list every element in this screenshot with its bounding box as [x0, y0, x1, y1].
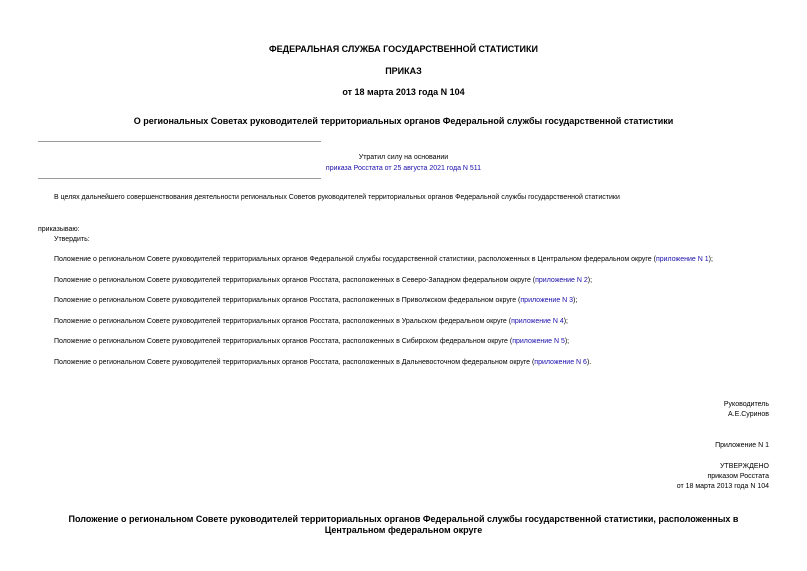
list-item-text: Положение о региональном Совете руководителей территориальных органов Федеральной службы государственной статистики, расположенных в Центральном федеральном округе (: [54, 256, 656, 263]
appendix-approved: УТВЕРЖДЕНО: [719, 463, 769, 470]
list-item-text: Положение о региональном Совете руководителей территориальных органов Росстата, расположенных в Сибирском федеральном округе (: [54, 338, 513, 345]
doc-title: О региональных Советах руководителей территориальных органов Федеральной службы государственной статистики: [133, 116, 674, 126]
appendix-link-3[interactable]: приложение N 3: [520, 297, 574, 304]
appendix-title: Положение о региональном Совете руководителей территориальных органов Федеральной службы государственной статистики, расположенных в Центральном федеральном округе: [68, 514, 739, 535]
appendix-link-2[interactable]: приложение N 2: [535, 277, 588, 284]
appendix-link-5[interactable]: приложение N 5: [512, 338, 565, 345]
appendix-date: от 18 марта 2013 года N 104: [676, 483, 769, 490]
divider-bottom: [38, 178, 321, 179]
appendix-by-order: приказом Росстата: [707, 473, 769, 480]
repeal-order-link[interactable]: приказа Росстата от 25 августа 2021 года N 511: [325, 165, 482, 172]
signature-name: А.Е.Суринов: [728, 411, 769, 418]
list-item-tail: );: [573, 297, 578, 304]
agency-name: ФЕДЕРАЛЬНАЯ СЛУЖБА ГОСУДАРСТВЕННОЙ СТАТИСТИКИ: [269, 44, 538, 54]
status-link-row: [0, 164, 807, 173]
list-item: [54, 317, 568, 326]
doc-date: от 18 марта 2013 года N 104: [342, 87, 465, 97]
list-item-text: Положение о региональном Совете руководителей территориальных органов Росстата, расположенных в Северо-Западном федеральном округе (: [54, 277, 536, 284]
list-item-tail: );: [587, 277, 593, 284]
signature-role: Руководитель: [723, 401, 769, 408]
list-item-text: Положение о региональном Совете руководителей территориальных органов Росстата, расположенных в Дальневосточном федеральном округе (: [54, 359, 535, 366]
list-item: [54, 337, 569, 346]
appendix-link-6[interactable]: приложение N 6: [534, 359, 587, 366]
divider-top: [38, 141, 321, 142]
appendix-link-1[interactable]: приложение N 1: [655, 256, 709, 263]
approve-word: Утвердить:: [54, 236, 90, 243]
list-item-text: Положение о региональном Совете руководителей территориальных органов Росстата, расположенных в Уральском федеральном округе (: [54, 318, 512, 325]
list-item-tail: );: [564, 338, 570, 345]
list-item-tail: ).: [586, 359, 592, 366]
appendix-label: Приложение N 1: [715, 442, 769, 449]
order-word: приказываю:: [38, 226, 80, 233]
status-line: Утратил силу на основании: [358, 154, 449, 161]
list-item-tail: );: [563, 318, 568, 325]
list-item: [54, 276, 592, 285]
doc-type: ПРИКАЗ: [385, 66, 422, 76]
appendix-link-4[interactable]: приложение N 4: [511, 318, 564, 325]
list-item: [54, 255, 713, 264]
list-item: [54, 358, 591, 367]
list-item: [54, 296, 577, 305]
list-item-tail: );: [708, 256, 713, 263]
intro-paragraph: В целях дальнейшего совершенствования деятельности региональных Советов руководителей территориальных органов Федеральной службы государственной статистики: [54, 194, 620, 201]
list-item-text: Положение о региональном Совете руководителей территориальных органов Росстата, расположенных в Приволжском федеральном округе (: [54, 297, 521, 304]
